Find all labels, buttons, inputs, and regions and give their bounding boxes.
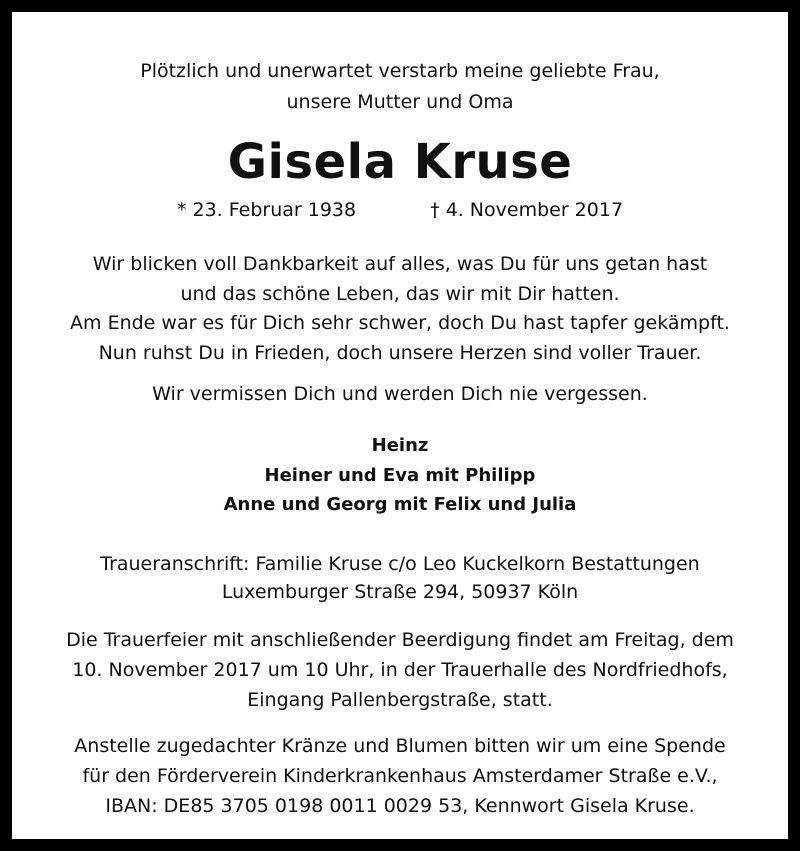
donation-line-2: für den Förderverein Kinderkrankenhaus Amsterdamer Straße e.V., (82, 765, 718, 787)
address-line-1: Traueranschrift: Familie Kruse c/o Leo Kuckelkorn Bestattungen (100, 553, 700, 575)
donation-line-3: IBAN: DE85 3705 0198 0011 0029 53, Kennwort Gisela Kruse. (105, 795, 695, 817)
address-line-2: Luxemburger Straße 294, 50937 Köln (221, 581, 579, 603)
mourner-1: Heinz (371, 435, 429, 456)
donation-line-1: Anstelle zugedachter Kränze und Blumen bitten wir um eine Spende (74, 735, 726, 757)
verse-line-4: Nun ruhst Du in Frieden, doch unsere Herzen sind voller Trauer. (98, 342, 702, 364)
death-date: † 4. November 2017 (430, 199, 624, 221)
life-dates (12, 197, 788, 223)
verse-line-3: Am Ende war es für Dich sehr schwer, doch Du hast tapfer gekämpft. (70, 312, 730, 334)
birth-date: * 23. Februar 1938 (176, 199, 357, 221)
verse-line-1: Wir blicken voll Dankbarkeit auf alles, was Du für uns getan hast (92, 253, 708, 275)
intro-line-2: unsere Mutter und Oma (286, 91, 514, 113)
intro-line-1: Plötzlich und unerwartet verstarb meine geliebte Frau, (140, 60, 660, 82)
deceased-name: Gisela Kruse (227, 134, 573, 190)
mourner-2: Heiner und Eva mit Philipp (264, 465, 536, 486)
ceremony-line-2: 10. November 2017 um 10 Uhr, in der Trauerhalle des Nordfriedhofs, (72, 659, 728, 681)
farewell-line: Wir vermissen Dich und werden Dich nie vergessen. (152, 383, 648, 405)
mourner-3: Anne und Georg mit Felix und Julia (223, 494, 577, 515)
ceremony-line-3: Eingang Pallenbergstraße, statt. (247, 689, 553, 711)
ceremony-line-1: Die Trauerfeier mit anschließender Beerdigung findet am Freitag, dem (66, 629, 734, 651)
verse-line-2: und das schöne Leben, das wir mit Dir hatten. (180, 283, 620, 305)
